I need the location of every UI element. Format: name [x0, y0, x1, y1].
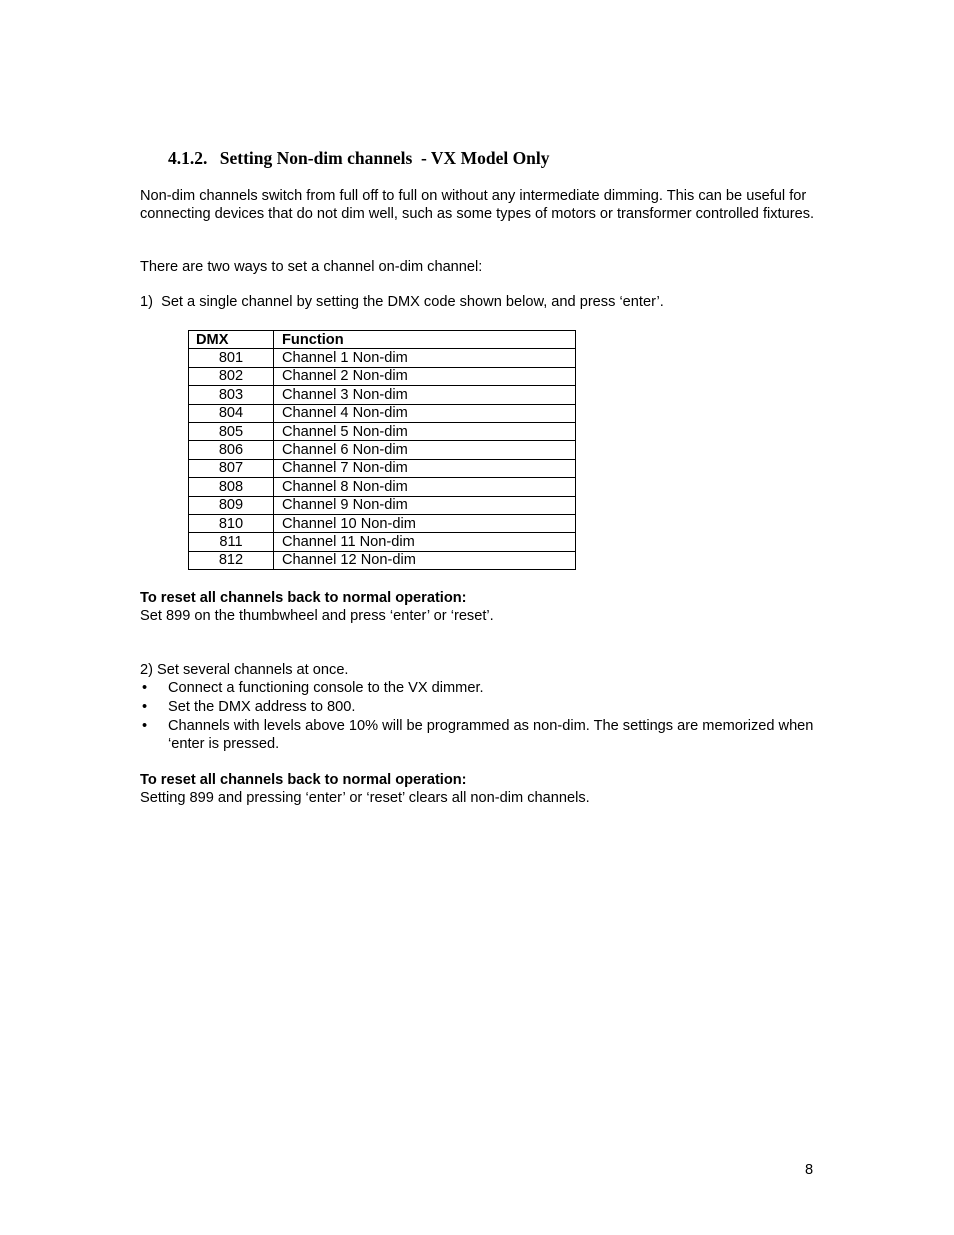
dmx-code-cell: 806 — [189, 441, 274, 459]
function-cell: Channel 5 Non-dim — [274, 422, 576, 440]
function-cell: Channel 6 Non-dim — [274, 441, 576, 459]
table-row — [189, 496, 576, 514]
method-two-bullet-list — [140, 680, 830, 755]
function-cell: Channel 10 Non-dim — [274, 514, 576, 532]
dmx-code-table — [188, 330, 576, 570]
ways-paragraph: There are two ways to set a channel on-dim channel: — [140, 259, 483, 275]
reset-text-two: Setting 899 and pressing ‘enter’ or ‘reset’ clears all non-dim channels. — [140, 790, 590, 806]
function-cell: Channel 11 Non-dim — [274, 533, 576, 551]
function-cell: Channel 4 Non-dim — [274, 404, 576, 422]
function-cell: Channel 12 Non-dim — [274, 551, 576, 569]
bullet-icon: • — [142, 680, 148, 696]
list-item-text: Channels with levels above 10% will be programmed as non-dim. The settings are memorized when ‘enter is pressed. — [168, 718, 814, 752]
table-row — [189, 551, 576, 569]
list-item — [140, 699, 830, 717]
section-heading — [168, 148, 550, 169]
table-row — [189, 514, 576, 532]
dmx-code-cell: 810 — [189, 514, 274, 532]
bullet-icon: • — [142, 699, 148, 715]
section-number: 4.1.2. — [168, 148, 208, 168]
table-row — [189, 533, 576, 551]
intro-paragraph: Non-dim channels switch from full off to full on without any intermediate dimming. This can be useful for connecting devices that do not dim well, such as some types of motors or transformer controlled fixtures. — [140, 188, 815, 222]
bullet-icon: • — [142, 718, 148, 734]
section-title: Setting Non-dim channels - VX Model Only — [219, 148, 550, 168]
table-row — [189, 367, 576, 385]
dmx-code-cell: 804 — [189, 404, 274, 422]
reset-text-one: Set 899 on the thumbwheel and press ‘enter’ or ‘reset’. — [140, 608, 494, 624]
table-row — [189, 478, 576, 496]
list-item-text: Set the DMX address to 800. — [168, 699, 356, 715]
method-two-intro: 2) Set several channels at once. — [140, 662, 349, 678]
function-cell: Channel 7 Non-dim — [274, 459, 576, 477]
reset-heading-two: To reset all channels back to normal operation: — [140, 772, 467, 788]
table-row — [189, 404, 576, 422]
list-item — [140, 718, 830, 753]
list-item-text: Connect a functioning console to the VX dimmer. — [168, 680, 484, 696]
dmx-code-cell: 808 — [189, 478, 274, 496]
method-one-paragraph: 1) Set a single channel by setting the DMX code shown below, and press ‘enter’. — [140, 294, 664, 310]
function-cell: Channel 2 Non-dim — [274, 367, 576, 385]
function-cell: Channel 8 Non-dim — [274, 478, 576, 496]
table-row — [189, 386, 576, 404]
function-cell: Channel 9 Non-dim — [274, 496, 576, 514]
dmx-code-cell: 803 — [189, 386, 274, 404]
function-cell: Channel 3 Non-dim — [274, 386, 576, 404]
dmx-code-cell: 802 — [189, 367, 274, 385]
list-item — [140, 680, 830, 698]
dmx-code-cell: 811 — [189, 533, 274, 551]
dmx-code-cell: 805 — [189, 422, 274, 440]
function-cell: Channel 1 Non-dim — [274, 349, 576, 367]
table-row — [189, 349, 576, 367]
table-row — [189, 441, 576, 459]
table-row — [189, 459, 576, 477]
reset-heading-one: To reset all channels back to normal operation: — [140, 590, 467, 606]
table-row — [189, 422, 576, 440]
dmx-code-cell: 807 — [189, 459, 274, 477]
dmx-code-cell: 801 — [189, 349, 274, 367]
dmx-code-cell: 809 — [189, 496, 274, 514]
table-header-function: Function — [274, 331, 576, 349]
page-number: 8 — [805, 1162, 814, 1178]
dmx-code-cell: 812 — [189, 551, 274, 569]
table-header-dmx: DMX — [189, 331, 274, 349]
table-header-row — [189, 331, 576, 349]
